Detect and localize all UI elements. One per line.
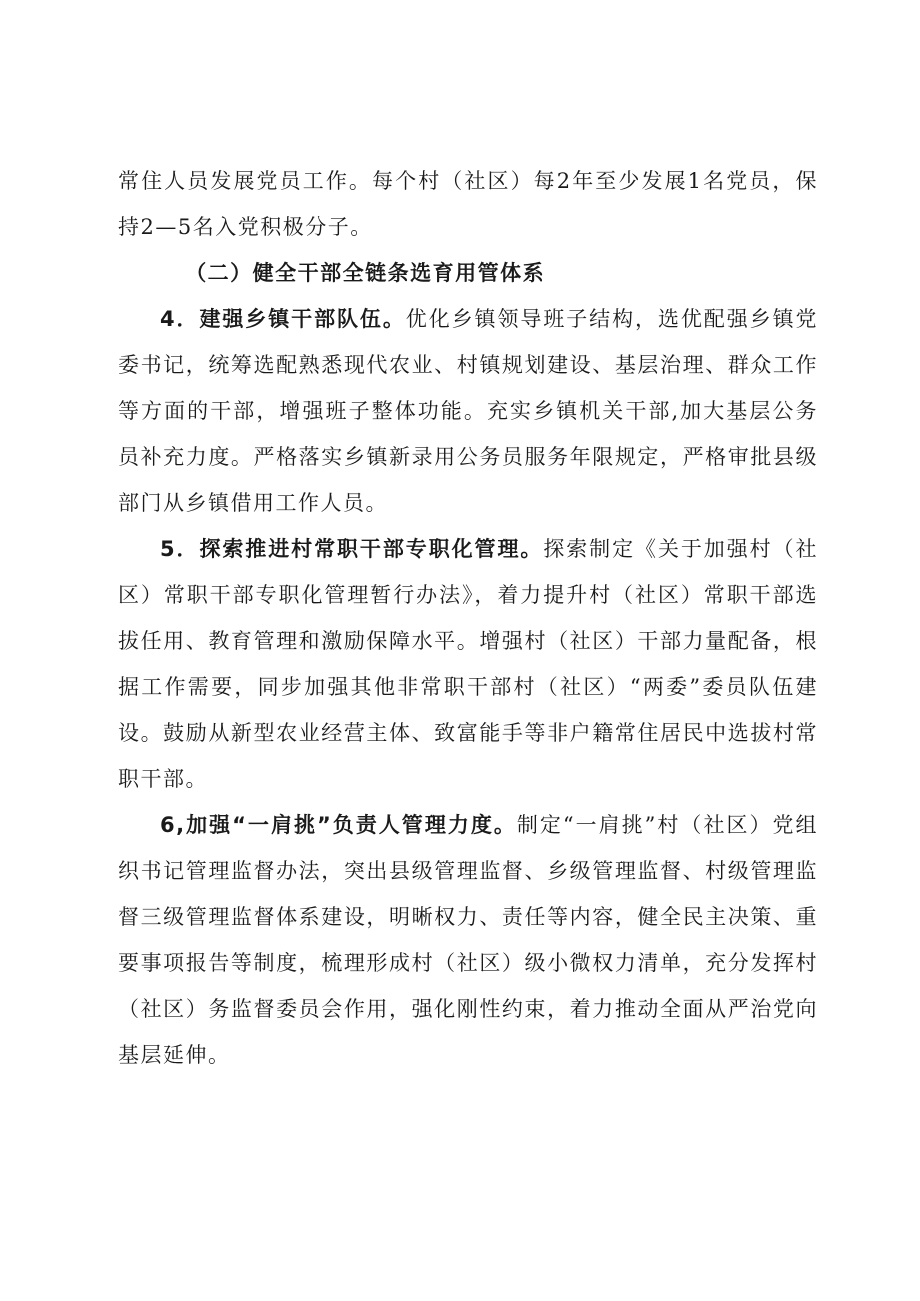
item-text-6: 制定“一肩挑”村（社区）党组织书记管理监督办法，突出县级管理监督、乡级管理监督、村级管理监督三级管理监督体系建设，明晰权力、责任等内容，健全民主决策、重要事项报告等制度，梳理形成村（社区）级小微权力清单，充分发挥村（社区）务监督委员会作用，强化刚性约束，着力推动全面从严治党向基层延伸。: [118, 813, 818, 1067]
item-lead-4: 4．建强乡镇干部队伍。: [160, 307, 406, 331]
section-heading: （二）健全干部全链条选育用管体系: [185, 261, 546, 285]
item-paragraph-5: [118, 526, 818, 802]
item-lead-5: 5．探索推进村常职干部专职化管理。: [160, 537, 544, 561]
item-text-5: 探索制定《关于加强村（社区）常职干部专职化管理暂行办法》，着力提升村（社区）常职干部选拔任用、教育管理和激励保障水平。增强村（社区）干部力量配备，根据工作需要，同步加强其他非常职干部村（社区）“两委”委员队伍建设。鼓励从新型农业经营主体、致富能手等非户籍常住居民中选拔村常职干部。: [118, 537, 818, 791]
item-paragraph-4: [118, 296, 818, 526]
item-paragraph-6: [118, 802, 818, 1078]
document-body: [118, 158, 818, 1078]
item-lead-6: 6,加强“一肩挑”负责人管理力度。: [160, 813, 517, 837]
item-text-4: 优化乡镇领导班子结构，选优配强乡镇党委书记，统筹选配熟悉现代农业、村镇规划建设、基层治理、群众工作等方面的干部，增强班子整体功能。充实乡镇机关干部,加大基层公务员补充力度。严格落实乡镇新录用公务员服务年限规定，严格审批县级部门从乡镇借用工作人员。: [118, 307, 818, 515]
continuation-paragraph: 常住人员发展党员工作。每个村（社区）每2年至少发展1名党员，保持2—5名入党积极分子。: [118, 169, 818, 239]
